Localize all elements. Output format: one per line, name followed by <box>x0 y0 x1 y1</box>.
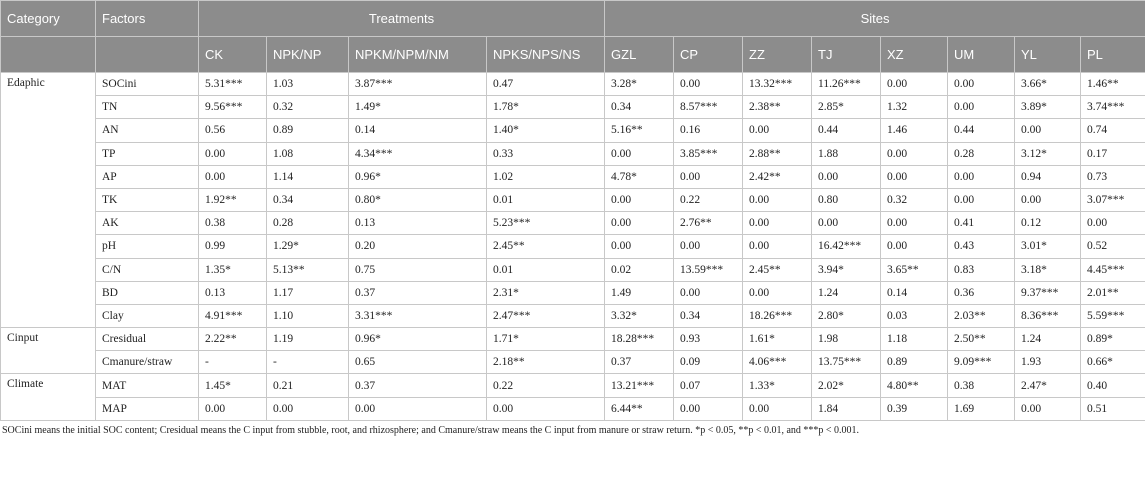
value-cell: 4.91*** <box>199 304 267 327</box>
value-cell: 0.00 <box>812 165 881 188</box>
value-cell: 1.29* <box>267 235 349 258</box>
value-cell: 0.00 <box>199 165 267 188</box>
value-cell: 0.73 <box>1081 165 1145 188</box>
value-cell: 3.12* <box>1015 142 1081 165</box>
header-row-columns <box>1 37 1145 73</box>
value-cell: 3.18* <box>1015 258 1081 281</box>
table-row <box>1 374 1145 397</box>
value-cell: 3.07*** <box>1081 188 1145 211</box>
value-cell: 0.00 <box>674 235 743 258</box>
value-cell: 3.85*** <box>674 142 743 165</box>
value-cell: 0.51 <box>1081 397 1145 420</box>
value-cell: 2.22** <box>199 328 267 351</box>
header-sites-group: Sites <box>605 1 1145 37</box>
value-cell: 4.34*** <box>349 142 487 165</box>
value-cell: 13.32*** <box>743 73 812 96</box>
value-cell: 0.00 <box>743 212 812 235</box>
value-cell: 1.40* <box>487 119 605 142</box>
value-cell: 0.89 <box>267 119 349 142</box>
value-cell: 0.28 <box>948 142 1015 165</box>
value-cell: 0.00 <box>881 212 948 235</box>
value-cell: 0.00 <box>1015 119 1081 142</box>
value-cell: 0.00 <box>674 281 743 304</box>
value-cell: 1.46 <box>881 119 948 142</box>
factor-cell: AP <box>96 165 199 188</box>
value-cell: 1.88 <box>812 142 881 165</box>
value-cell: 0.93 <box>674 328 743 351</box>
value-cell: 0.21 <box>267 374 349 397</box>
value-cell: 0.37 <box>349 281 487 304</box>
header-row-groups <box>1 1 1145 37</box>
table-body <box>1 73 1145 421</box>
column-header: NPKS/NPS/NS <box>487 37 605 73</box>
value-cell: 0.66* <box>1081 351 1145 374</box>
value-cell: 0.16 <box>674 119 743 142</box>
column-header: NPKM/NPM/NM <box>349 37 487 73</box>
factor-cell: C/N <box>96 258 199 281</box>
value-cell: 0.22 <box>487 374 605 397</box>
value-cell: 0.00 <box>487 397 605 420</box>
value-cell: 9.56*** <box>199 96 267 119</box>
value-cell: 0.43 <box>948 235 1015 258</box>
value-cell: 0.00 <box>881 165 948 188</box>
value-cell: 0.34 <box>267 188 349 211</box>
table-row <box>1 165 1145 188</box>
factor-cell: SOCini <box>96 73 199 96</box>
value-cell: - <box>199 351 267 374</box>
value-cell: 0.28 <box>267 212 349 235</box>
table-row <box>1 235 1145 258</box>
value-cell: 0.89* <box>1081 328 1145 351</box>
value-cell: 0.00 <box>674 73 743 96</box>
value-cell: 0.13 <box>349 212 487 235</box>
value-cell: 13.75*** <box>812 351 881 374</box>
value-cell: 1.84 <box>812 397 881 420</box>
table-row <box>1 119 1145 142</box>
value-cell: 1.49* <box>349 96 487 119</box>
value-cell: 0.00 <box>743 281 812 304</box>
value-cell: 5.16** <box>605 119 674 142</box>
value-cell: 2.76** <box>674 212 743 235</box>
value-cell: 1.02 <box>487 165 605 188</box>
value-cell: 0.01 <box>487 258 605 281</box>
value-cell: 0.00 <box>743 235 812 258</box>
column-header: NPK/NP <box>267 37 349 73</box>
value-cell: 1.49 <box>605 281 674 304</box>
value-cell: 4.45*** <box>1081 258 1145 281</box>
value-cell: 0.34 <box>674 304 743 327</box>
value-cell: 1.32 <box>881 96 948 119</box>
value-cell: 1.33* <box>743 374 812 397</box>
value-cell: 2.85* <box>812 96 881 119</box>
value-cell: 1.18 <box>881 328 948 351</box>
value-cell: 0.40 <box>1081 374 1145 397</box>
value-cell: 2.50** <box>948 328 1015 351</box>
factor-cell: MAT <box>96 374 199 397</box>
factor-cell: Cresidual <box>96 328 199 351</box>
value-cell: 0.14 <box>881 281 948 304</box>
value-cell: 2.88** <box>743 142 812 165</box>
header-category: Category <box>1 1 96 37</box>
value-cell: 9.09*** <box>948 351 1015 374</box>
value-cell: 2.45** <box>743 258 812 281</box>
column-header: YL <box>1015 37 1081 73</box>
value-cell: 1.08 <box>267 142 349 165</box>
value-cell: 1.10 <box>267 304 349 327</box>
table-row <box>1 212 1145 235</box>
column-header: ZZ <box>743 37 812 73</box>
value-cell: 0.17 <box>1081 142 1145 165</box>
value-cell: 0.00 <box>199 397 267 420</box>
column-header: PL <box>1081 37 1145 73</box>
value-cell: 1.45* <box>199 374 267 397</box>
value-cell: 0.13 <box>199 281 267 304</box>
column-header: XZ <box>881 37 948 73</box>
value-cell: 0.00 <box>881 73 948 96</box>
value-cell: 3.66* <box>1015 73 1081 96</box>
value-cell: 1.35* <box>199 258 267 281</box>
value-cell: 5.23*** <box>487 212 605 235</box>
value-cell: 5.59*** <box>1081 304 1145 327</box>
value-cell: 3.32* <box>605 304 674 327</box>
value-cell: 0.00 <box>948 188 1015 211</box>
value-cell: 0.02 <box>605 258 674 281</box>
value-cell: 1.93 <box>1015 351 1081 374</box>
value-cell: 2.01** <box>1081 281 1145 304</box>
category-cell: Cinput <box>1 328 96 374</box>
value-cell: 3.94* <box>812 258 881 281</box>
header-blank <box>96 37 199 73</box>
value-cell: 0.00 <box>605 188 674 211</box>
value-cell: 18.28*** <box>605 328 674 351</box>
value-cell: 0.00 <box>948 165 1015 188</box>
value-cell: 0.80* <box>349 188 487 211</box>
value-cell: 0.47 <box>487 73 605 96</box>
value-cell: 0.14 <box>349 119 487 142</box>
value-cell: 0.22 <box>674 188 743 211</box>
value-cell: 1.92** <box>199 188 267 211</box>
factor-cell: Cmanure/straw <box>96 351 199 374</box>
column-header: GZL <box>605 37 674 73</box>
value-cell: 0.00 <box>948 96 1015 119</box>
value-cell: 0.00 <box>605 235 674 258</box>
column-header: CP <box>674 37 743 73</box>
value-cell: 1.61* <box>743 328 812 351</box>
factor-cell: AK <box>96 212 199 235</box>
value-cell: 0.83 <box>948 258 1015 281</box>
value-cell: 0.32 <box>267 96 349 119</box>
value-cell: 0.07 <box>674 374 743 397</box>
value-cell: 0.00 <box>605 142 674 165</box>
value-cell: 11.26*** <box>812 73 881 96</box>
header-treatments-group: Treatments <box>199 1 605 37</box>
value-cell: 0.39 <box>881 397 948 420</box>
value-cell: 4.78* <box>605 165 674 188</box>
value-cell: 0.00 <box>349 397 487 420</box>
value-cell: 0.12 <box>1015 212 1081 235</box>
column-header: UM <box>948 37 1015 73</box>
value-cell: 0.34 <box>605 96 674 119</box>
value-cell: 0.96* <box>349 328 487 351</box>
table-row <box>1 188 1145 211</box>
value-cell: 0.37 <box>349 374 487 397</box>
table-row <box>1 281 1145 304</box>
table-row <box>1 351 1145 374</box>
value-cell: 5.13** <box>267 258 349 281</box>
value-cell: 0.38 <box>199 212 267 235</box>
value-cell: 0.41 <box>948 212 1015 235</box>
value-cell: 0.00 <box>743 119 812 142</box>
value-cell: 0.74 <box>1081 119 1145 142</box>
value-cell: 0.94 <box>1015 165 1081 188</box>
value-cell: 0.00 <box>812 212 881 235</box>
column-header: TJ <box>812 37 881 73</box>
value-cell: 3.01* <box>1015 235 1081 258</box>
value-cell: 0.00 <box>1015 188 1081 211</box>
value-cell: 16.42*** <box>812 235 881 258</box>
table-row <box>1 73 1145 96</box>
factor-cell: BD <box>96 281 199 304</box>
table-row <box>1 258 1145 281</box>
value-cell: 2.47*** <box>487 304 605 327</box>
factor-cell: Clay <box>96 304 199 327</box>
factor-cell: AN <box>96 119 199 142</box>
value-cell: 0.44 <box>812 119 881 142</box>
header-blank <box>1 37 96 73</box>
value-cell: 0.56 <box>199 119 267 142</box>
value-cell: 2.18** <box>487 351 605 374</box>
value-cell: 0.65 <box>349 351 487 374</box>
value-cell: 1.24 <box>812 281 881 304</box>
table-row <box>1 96 1145 119</box>
value-cell: 3.87*** <box>349 73 487 96</box>
value-cell: 0.33 <box>487 142 605 165</box>
value-cell: 0.00 <box>881 235 948 258</box>
value-cell: 1.46** <box>1081 73 1145 96</box>
value-cell: 8.36*** <box>1015 304 1081 327</box>
value-cell: 13.59*** <box>674 258 743 281</box>
value-cell: 2.42** <box>743 165 812 188</box>
value-cell: 0.01 <box>487 188 605 211</box>
value-cell: 3.74*** <box>1081 96 1145 119</box>
value-cell: 0.00 <box>1015 397 1081 420</box>
factor-cell: TK <box>96 188 199 211</box>
value-cell: 0.00 <box>1081 212 1145 235</box>
category-cell: Edaphic <box>1 73 96 328</box>
value-cell: 0.00 <box>743 188 812 211</box>
value-cell: 13.21*** <box>605 374 674 397</box>
value-cell: 0.38 <box>948 374 1015 397</box>
table-row <box>1 397 1145 420</box>
value-cell: 0.96* <box>349 165 487 188</box>
value-cell: 1.17 <box>267 281 349 304</box>
value-cell: 0.89 <box>881 351 948 374</box>
factor-cell: pH <box>96 235 199 258</box>
value-cell: 5.31*** <box>199 73 267 96</box>
value-cell: 18.26*** <box>743 304 812 327</box>
value-cell: 0.00 <box>948 73 1015 96</box>
value-cell: 0.80 <box>812 188 881 211</box>
value-cell: 0.00 <box>605 212 674 235</box>
factor-cell: MAP <box>96 397 199 420</box>
value-cell: 0.37 <box>605 351 674 374</box>
value-cell: 0.00 <box>199 142 267 165</box>
value-cell: 0.09 <box>674 351 743 374</box>
value-cell: 1.71* <box>487 328 605 351</box>
value-cell: 2.02* <box>812 374 881 397</box>
value-cell: 0.03 <box>881 304 948 327</box>
value-cell: 0.00 <box>674 165 743 188</box>
value-cell: 1.14 <box>267 165 349 188</box>
value-cell: 8.57*** <box>674 96 743 119</box>
value-cell: 1.98 <box>812 328 881 351</box>
value-cell: 9.37*** <box>1015 281 1081 304</box>
table-footnote: SOCini means the initial SOC content; Cresidual means the C input from stubble, root, and rhizosphere; and Cmanure/straw means the C input from manure or straw return. *p < 0.05, **p < 0.01, and ***p < 0.001. <box>2 424 860 436</box>
value-cell: 4.06*** <box>743 351 812 374</box>
value-cell: 0.00 <box>743 397 812 420</box>
value-cell: 2.80* <box>812 304 881 327</box>
value-cell: 2.45** <box>487 235 605 258</box>
column-header: CK <box>199 37 267 73</box>
value-cell: 0.44 <box>948 119 1015 142</box>
value-cell: 1.03 <box>267 73 349 96</box>
value-cell: 3.31*** <box>349 304 487 327</box>
value-cell: 0.00 <box>267 397 349 420</box>
value-cell: 1.24 <box>1015 328 1081 351</box>
value-cell: 6.44** <box>605 397 674 420</box>
value-cell: - <box>267 351 349 374</box>
factor-cell: TP <box>96 142 199 165</box>
value-cell: 4.80** <box>881 374 948 397</box>
value-cell: 0.75 <box>349 258 487 281</box>
value-cell: 2.38** <box>743 96 812 119</box>
value-cell: 2.31* <box>487 281 605 304</box>
factor-cell: TN <box>96 96 199 119</box>
value-cell: 1.78* <box>487 96 605 119</box>
value-cell: 0.20 <box>349 235 487 258</box>
value-cell: 1.19 <box>267 328 349 351</box>
value-cell: 3.89* <box>1015 96 1081 119</box>
header-factors: Factors <box>96 1 199 37</box>
value-cell: 2.03** <box>948 304 1015 327</box>
value-cell: 0.99 <box>199 235 267 258</box>
category-cell: Climate <box>1 374 96 420</box>
value-cell: 3.28* <box>605 73 674 96</box>
value-cell: 2.47* <box>1015 374 1081 397</box>
table-row <box>1 304 1145 327</box>
value-cell: 0.00 <box>881 142 948 165</box>
value-cell: 3.65** <box>881 258 948 281</box>
value-cell: 0.32 <box>881 188 948 211</box>
value-cell: 0.00 <box>674 397 743 420</box>
table-row <box>1 142 1145 165</box>
value-cell: 1.69 <box>948 397 1015 420</box>
table-row <box>1 328 1145 351</box>
value-cell: 0.36 <box>948 281 1015 304</box>
value-cell: 0.52 <box>1081 235 1145 258</box>
